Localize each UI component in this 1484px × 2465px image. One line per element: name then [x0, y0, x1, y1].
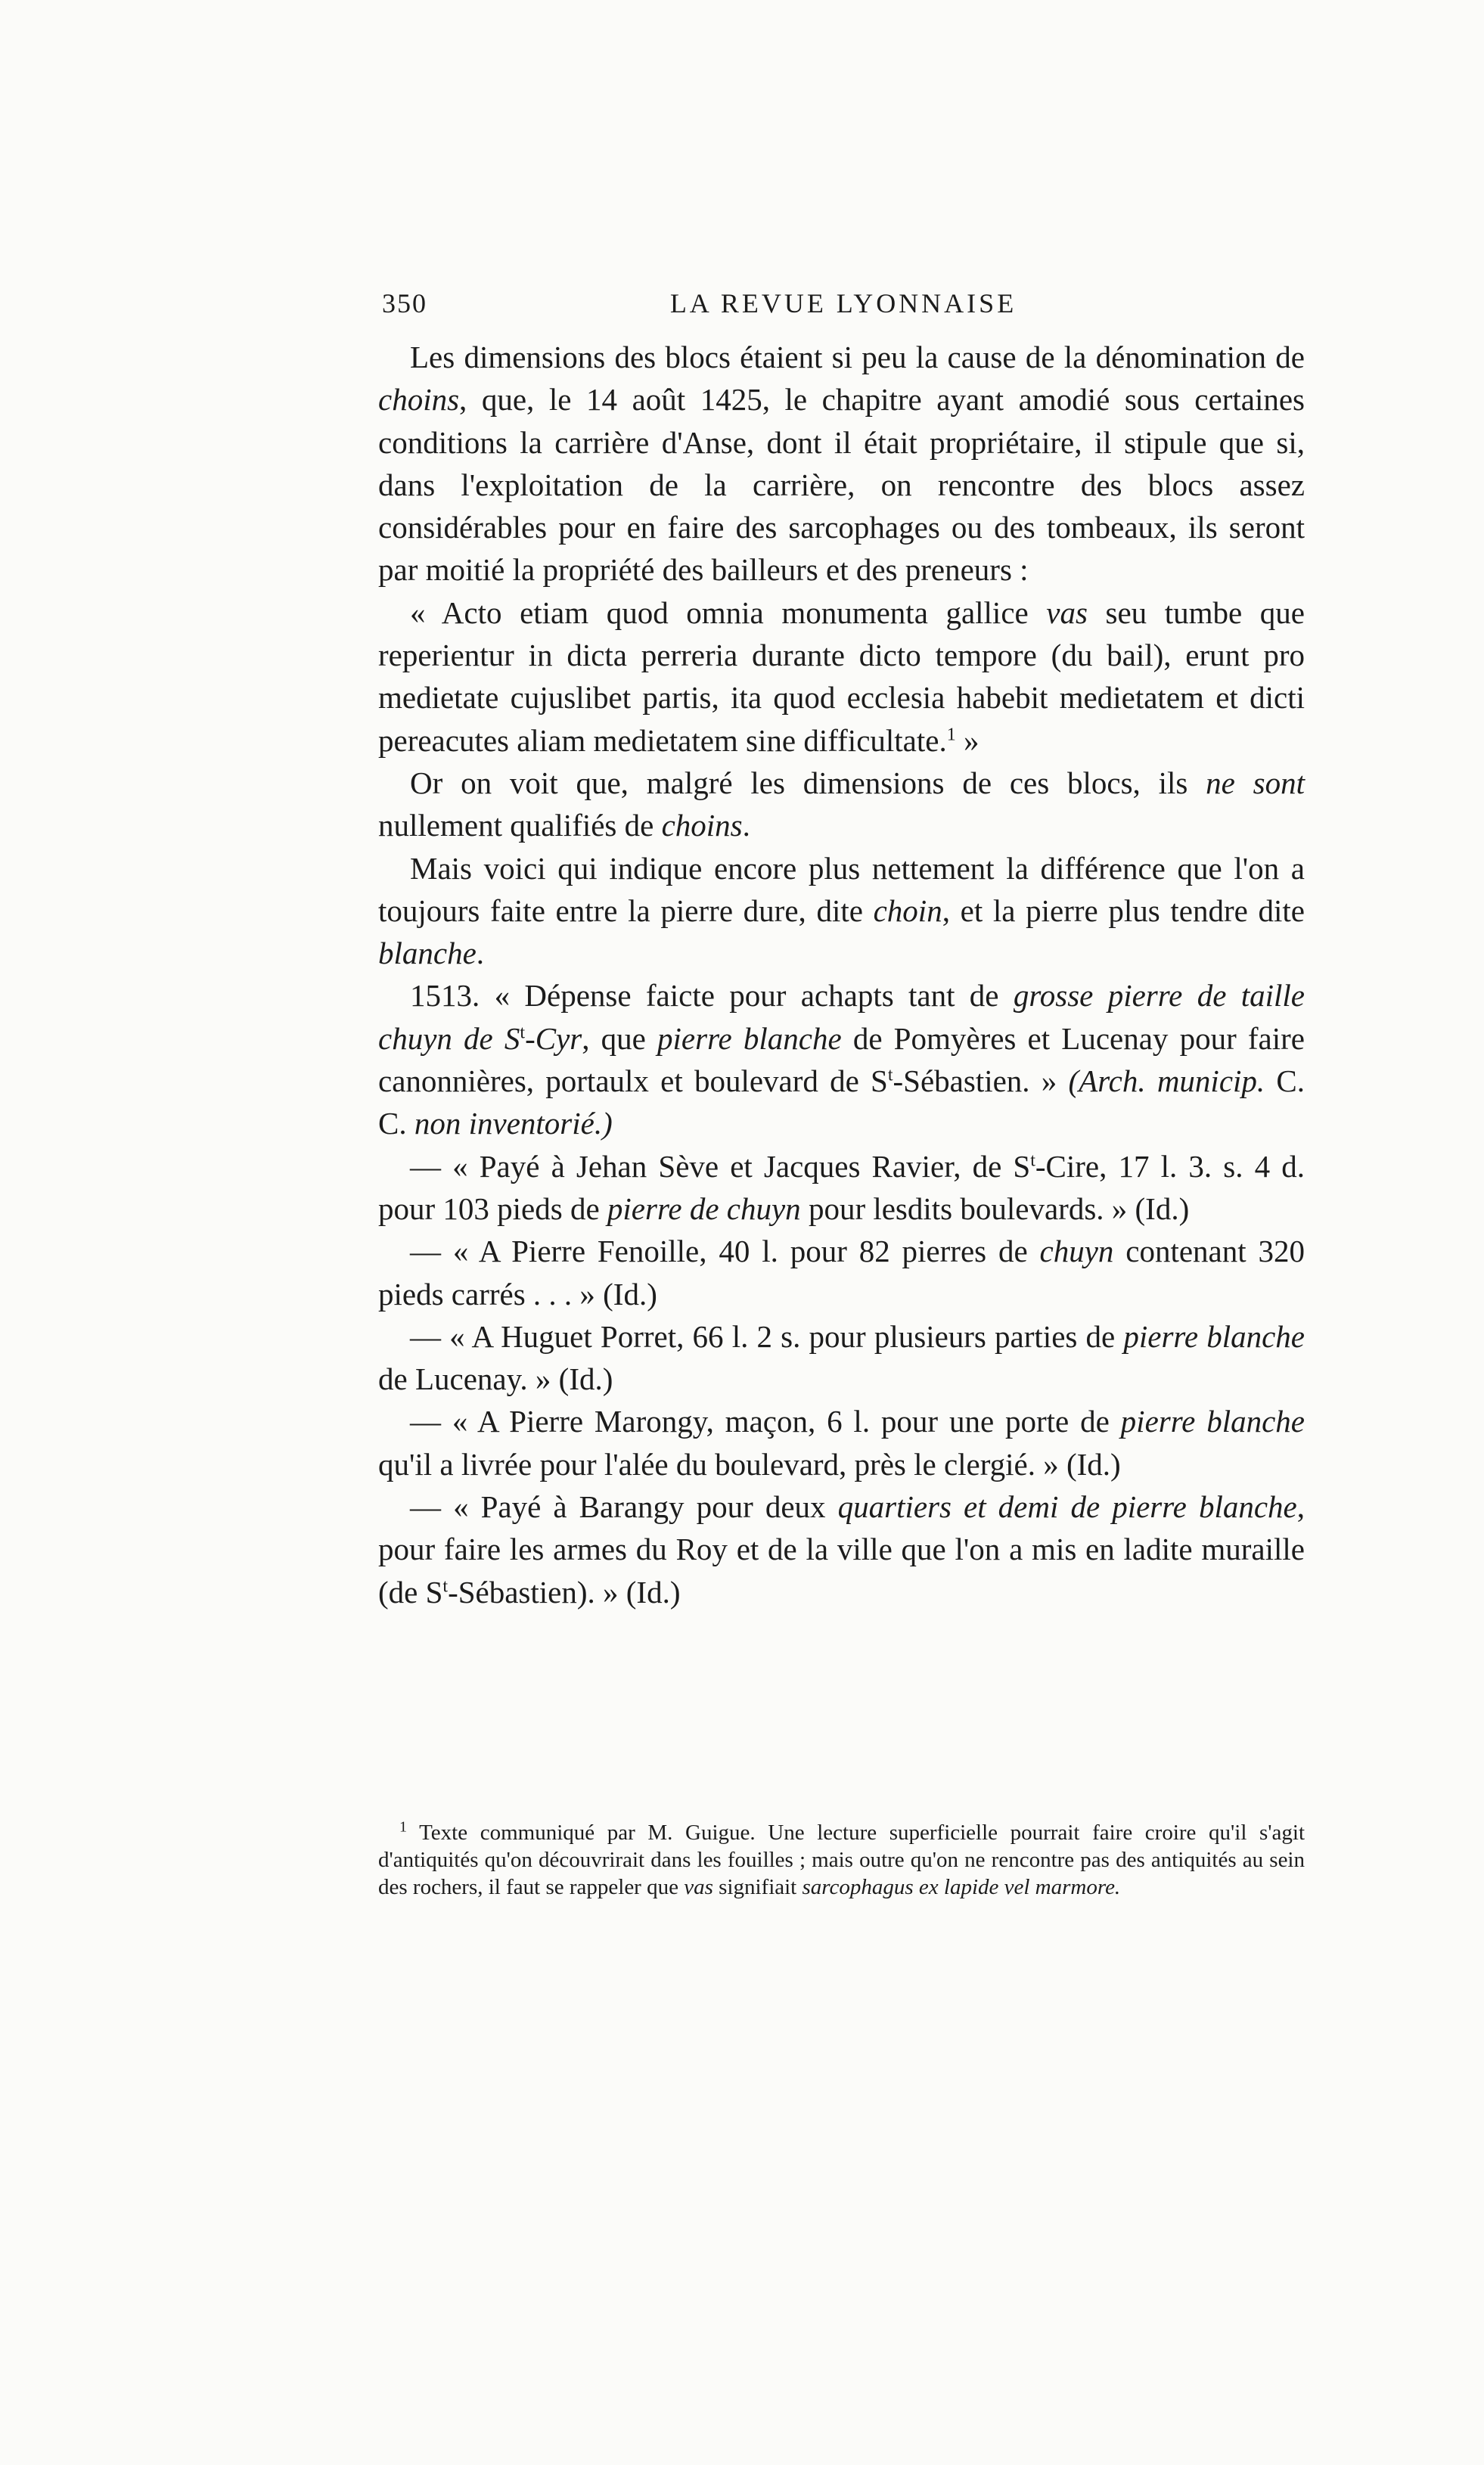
- paragraph-6: — « Payé à Jehan Sève et Jacques Ravier, de $S^t$-Cire, 17 l. 3. s. 4 d. pour 103 pieds de pierre de chuyn pour lesdits boulevards. » (Id.): [378, 1148, 1305, 1226]
- running-title: LA REVUE LYONNAISE: [669, 288, 1017, 318]
- footnote: [378, 1819, 1305, 1901]
- page-header: [382, 287, 1305, 333]
- paragraph-4: Mais voici qui indique encore plus nettement la différence que l'on a toujours faite entre la pierre dure, dite choin, et la pierre plus tendre dite blanche.: [378, 850, 1305, 971]
- paragraph-1: Les dimensions des blocs étaient si peu la cause de la dénomination de choins, que, le 14 août 1425, le chapitre ayant amodié sous certaines conditions la carrière d'Anse, dont il était propriétaire, il stipule que si, dans l'exploitation de la carrière, on rencontre des blocs assez considérables pour en faire des sarcophages ou des tombeaux, ils seront par moitié la propriété des bailleurs et des preneurs :: [378, 340, 1305, 588]
- paragraph-7: — « A Pierre Fenoille, 40 l. pour 82 pierres de chuyn contenant 320 pieds carrés . . . » (Id.): [378, 1234, 1305, 1312]
- page-number: 350: [382, 288, 427, 318]
- paragraph-9: — « A Pierre Marongy, maçon, 6 l. pour une porte de pierre blanche qu'il a livrée pour l'alée du boulevard, près le clergié. » (Id.): [378, 1404, 1305, 1482]
- body-text: [378, 336, 1305, 1613]
- paragraph-8: — « A Huguet Porret, 66 l. 2 s. pour plusieurs parties de pierre blanche de Lucenay. » (Id.): [378, 1318, 1305, 1397]
- paragraph-5-1513: 1513. « Dépense faicte pour achapts tant de grosse pierre de taille chuyn de $S^t$-Cyr, que pierre blanche de Pomyères et Lucenay pour faire canonnières, portaulx et boulevard de $S^t$-Sébastien. » (Arch. municip. C. C. non inventorié.): [378, 978, 1305, 1141]
- footnote-ref: 1: [946, 725, 956, 745]
- paragraph-3: Or on voit que, malgré les dimensions de ces blocs, ils ne sont nullement qualifiés de choins.: [378, 765, 1305, 843]
- footnote-text: $^1$ Texte communiqué par M. Guigue. Une lecture superficielle pourrait faire croire qu'il s'agit d'antiquités qu'on découvrirait dans les fouilles ; mais outre qu'on ne rencontre pas des antiquités au sein des rochers, il faut se rappeler que vas signifiait sarcophagus ex lapide vel marmore.: [378, 1818, 1305, 1899]
- footnote-marker: 1: [399, 1818, 407, 1836]
- paragraph-10: — « Payé à Barangy pour deux quartiers et demi de pierre blanche, pour faire les armes du Roy et de la ville que l'on a mis en ladite muraille (de $S^t-Sébastien$). » (Id.): [378, 1489, 1305, 1610]
- paragraph-2-latin-quote: « Acto etiam quod omnia monumenta gallice vas seu tumbe que reperientur in dicta perreria durante dicto tempore (du bail), erunt pro medietate cujuslibet partis, ita quod ecclesia habebit medietatem et dicti pereacutes aliam medietatem sine difficultate.$^1$ »: [378, 595, 1305, 758]
